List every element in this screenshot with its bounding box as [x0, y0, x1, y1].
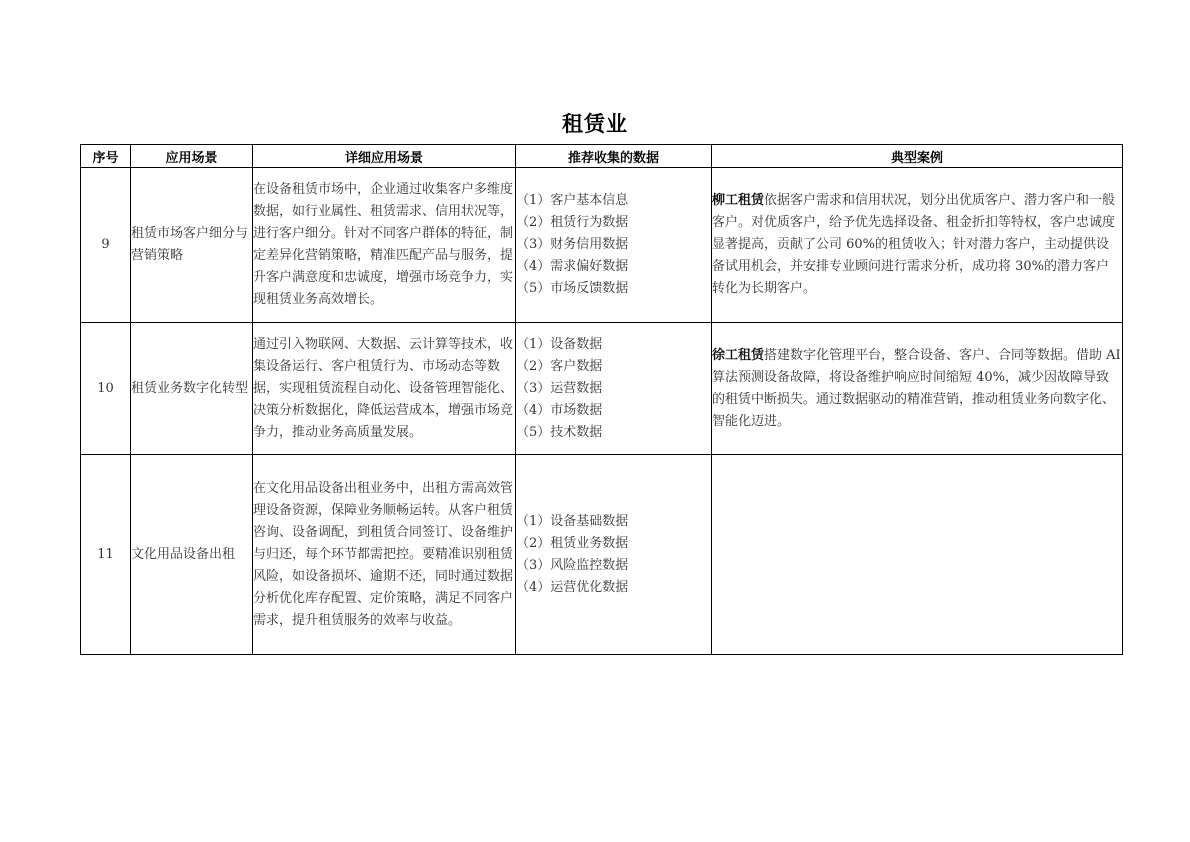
row-number: 9	[81, 168, 131, 323]
row-detail: 在设备租赁市场中，企业通过收集客户多维度数据，如行业属性、租赁需求、信用状况等，进行客户细分。针对不同客户群体的特征，制定差异化营销策略，精准匹配产品与服务，提升客户满意度和忠诚度，增强市场竞争力，实现租赁业务高效增长。	[253, 168, 516, 323]
row-data-list	[516, 323, 712, 455]
header-detail: 详细应用场景	[253, 145, 516, 168]
table-row	[81, 455, 1123, 655]
row-case	[712, 323, 1123, 455]
data-item: （2）租赁业务数据	[516, 535, 629, 551]
data-item: （3）运营数据	[516, 380, 603, 396]
data-item: （1）设备数据	[516, 336, 603, 352]
table-row	[81, 323, 1123, 455]
case-description: 依据客户需求和信用状况，划分出优质客户、潜力客户和一般客户。对优质客户，给予优先选择设备、租金折扣等特权，客户忠诚度显著提高，贡献了公司 60%的租赁收入；针对潜力客户，主动提供设备试用机会，并安排专业顾问进行需求分析，成功将 30%的潜力客户转化为长期客户。	[712, 193, 1116, 296]
data-item: （4）运营优化数据	[516, 579, 629, 595]
data-item: （3）财务信用数据	[516, 237, 629, 252]
table-header-row	[81, 145, 1123, 168]
data-item: （4）市场数据	[516, 402, 603, 418]
table-row	[81, 168, 1123, 323]
data-item: （5）技术数据	[516, 424, 603, 440]
row-scene: 文化用品设备出租	[131, 455, 253, 655]
row-detail: 在文化用品设备出租业务中，出租方需高效管理设备资源，保障业务顺畅运转。从客户租赁咨询、设备调配，到租赁合同签订、设备维护与归还，每个环节都需把控。要精准识别租赁风险，如设备损坏、逾期不还，同时通过数据分析优化库存配置、定价策略，满足不同客户需求，提升租赁服务的效率与收益。	[253, 455, 516, 655]
row-scene: 租赁市场客户细分与营销策略	[131, 168, 253, 323]
row-number: 10	[81, 323, 131, 455]
data-item: （2）租赁行为数据	[516, 215, 629, 230]
case-company-name: 柳工租赁	[712, 193, 765, 208]
data-item: （4）需求偏好数据	[516, 259, 629, 274]
header-case: 典型案例	[712, 145, 1123, 168]
data-item: （2）客户数据	[516, 358, 603, 374]
data-item: （3）风险监控数据	[516, 557, 629, 573]
row-case	[712, 455, 1123, 655]
header-number: 序号	[81, 145, 131, 168]
data-item: （5）市场反馈数据	[516, 281, 629, 296]
row-data-list	[516, 168, 712, 323]
case-company-name: 徐工租赁	[712, 347, 765, 363]
row-data-list	[516, 455, 712, 655]
row-detail: 通过引入物联网、大数据、云计算等技术，收集设备运行、客户租赁行为、市场动态等数据，实现租赁流程自动化、设备管理智能化、决策分析数据化，降低运营成本，增强市场竞争力，推动业务高质量发展。	[253, 323, 516, 455]
data-item: （1）设备基础数据	[516, 513, 629, 529]
row-scene: 租赁业务数字化转型	[131, 323, 253, 455]
page-title: 租赁业	[562, 112, 628, 136]
data-item: （1）客户基本信息	[516, 193, 629, 208]
case-description: 搭建数字化管理平台，整合设备、客户、合同等数据。借助 AI 算法预测设备故障，将设备维护响应时间缩短 40%，减少因故障导致的租赁中断损失。通过数据驱动的精准营销，推动租赁业务向数字化、智能化迈进。	[712, 347, 1121, 429]
application-scenario-table	[80, 144, 1123, 655]
row-case	[712, 168, 1123, 323]
row-number: 11	[81, 455, 131, 655]
header-data: 推荐收集的数据	[516, 145, 712, 168]
header-scene: 应用场景	[131, 145, 253, 168]
